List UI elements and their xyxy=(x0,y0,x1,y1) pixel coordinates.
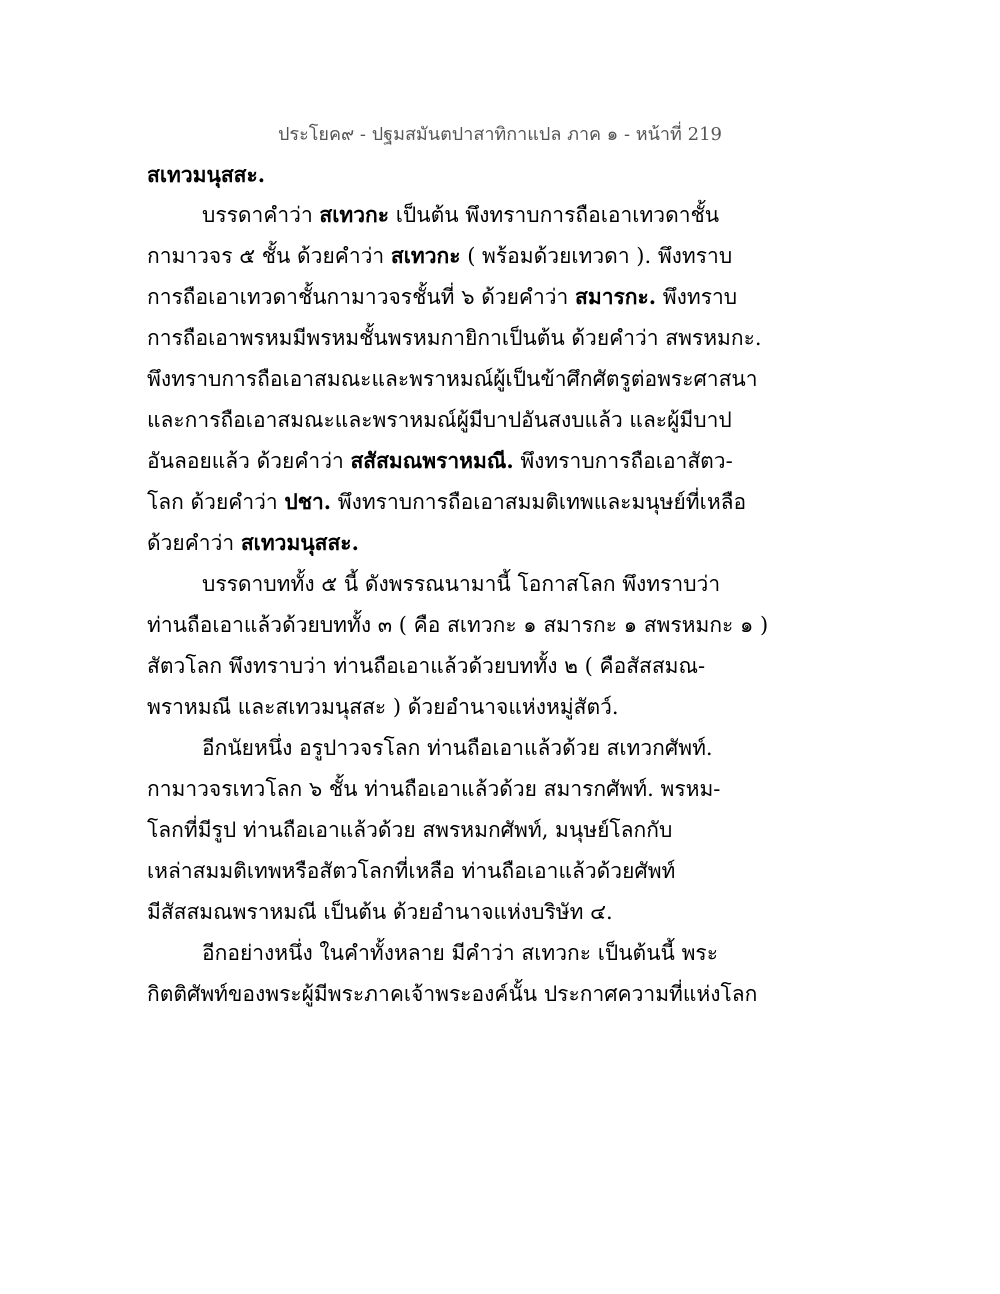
text-line: พราหมณี และสเทวมนุสสะ ) ด้วยอำนาจแห่งหมู่สัตว์. xyxy=(147,695,619,719)
text-line: บรรดาคำว่า สเทวกะ เป็นต้น พึงทราบการถือเอาเทวดาชั้น xyxy=(202,202,720,227)
text-line: กามาวจร ๕ ชั้น ด้วยคำว่า สเทวกะ ( พร้อมด้วยเทวดา ). พึงทราบ xyxy=(147,243,733,268)
text-line: โลก ด้วยคำว่า ปชา. พึงทราบการถือเอาสมมติเทพและมนุษย์ที่เหลือ xyxy=(147,489,747,514)
text-line: บรรดาบททั้ง ๕ นี้ ดังพรรณนามานี้ โอกาสโลก พึงทราบว่า xyxy=(202,572,721,596)
text-line: กิตติศัพท์ของพระผู้มีพระภาคเจ้าพระองค์นั้น ประกาศความที่แห่งโลก xyxy=(147,982,758,1006)
page-header: ประโยค๙ - ปฐมสมันตปาสาทิกาแปล ภาค ๑ - หน้าที่ 219 xyxy=(278,124,722,145)
text-line: อีกนัยหนึ่ง อรูปาวจรโลก ท่านถือเอาแล้วด้วย สเทวกศัพท์. xyxy=(202,736,713,760)
text-line: มีสัสสมณพราหมณี เป็นต้น ด้วยอำนาจแห่งบริษัท ๔. xyxy=(147,900,613,924)
text-line: ด้วยคำว่า สเทวมนุสสะ. xyxy=(147,530,359,555)
text-line: กามาวจรเทวโลก ๖ ชั้น ท่านถือเอาแล้วด้วย สมารกศัพท์. พรหม- xyxy=(147,777,721,801)
text-line: อีกอย่างหนึ่ง ในคำทั้งหลาย มีคำว่า สเทวกะ เป็นต้นนี้ พระ xyxy=(202,941,718,965)
text-line: การถือเอาพรหมมีพรหมชั้นพรหมกายิกาเป็นต้น ด้วยคำว่า สพรหมกะ. xyxy=(147,326,762,350)
text-line: อันลอยแล้ว ด้วยคำว่า สสัสมณพราหมณี. พึงทราบการถือเอาสัตว- xyxy=(147,448,733,473)
text-line: และการถือเอาสมณะและพราหมณ์ผู้มีบาปอันสงบแล้ว และผู้มีบาป xyxy=(147,408,732,432)
text-line: โลกที่มีรูป ท่านถือเอาแล้วด้วย สพรหมกศัพท์, มนุษย์โลกกับ xyxy=(147,818,673,842)
text-line: สเทวมนุสสะ. xyxy=(147,162,266,187)
text-line: ท่านถือเอาแล้วด้วยบททั้ง ๓ ( คือ สเทวกะ ๑ สมารกะ ๑ สพรหมกะ ๑ ) xyxy=(147,613,769,637)
text-line: สัตวโลก พึงทราบว่า ท่านถือเอาแล้วด้วยบททั้ง ๒ ( คือสัสสมณ- xyxy=(147,654,706,678)
text-line: พึงทราบการถือเอาสมณะและพราหมณ์ผู้เป็นข้าศึกศัตรูต่อพระศาสนา xyxy=(147,367,758,391)
text-line: เหล่าสมมติเทพหรือสัตวโลกที่เหลือ ท่านถือเอาแล้วด้วยศัพท์ xyxy=(147,859,676,883)
text-line: การถือเอาเทวดาชั้นกามาวจรชั้นที่ ๖ ด้วยคำว่า สมารกะ. พึงทราบ xyxy=(147,284,738,309)
